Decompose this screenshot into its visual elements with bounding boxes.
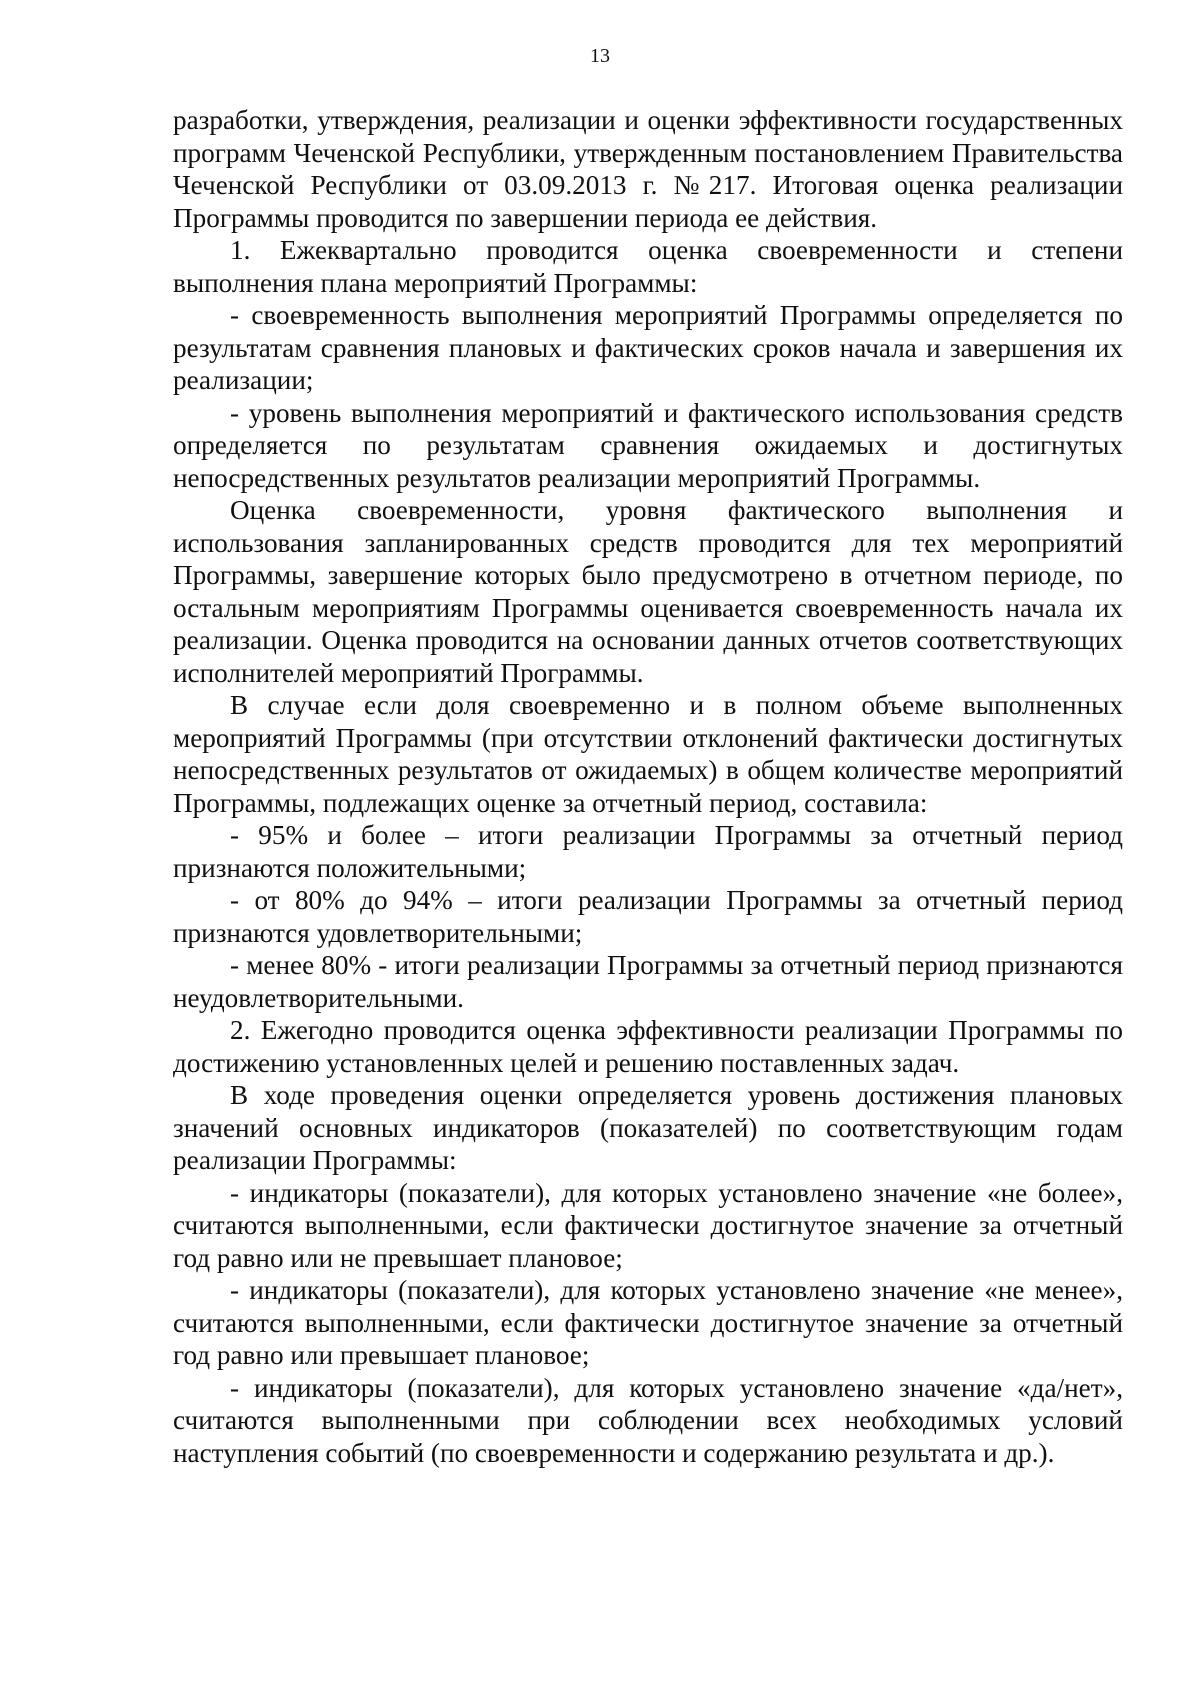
paragraph: 2. Ежегодно проводится оценка эффективности реализации Программы по достижению установленных целей и решению поставленных задач.	[173, 1015, 1123, 1078]
paragraph: - от 80% до 94% – итоги реализации Программы за отчетный период признаются удовлетворительными;	[173, 885, 1123, 948]
paragraph: - 95% и более – итоги реализации Программы за отчетный период признаются положительными;	[173, 820, 1123, 883]
document-body	[173, 104, 1123, 1469]
paragraph: В ходе проведения оценки определяется уровень достижения плановых значений основных индикаторов (показателей) по соответствующим годам реализации Программы:	[173, 1080, 1123, 1175]
paragraph: - индикаторы (показатели), для которых установлено значение «не более», считаются выполненными, если фактически достигнутое значение за отчетный год равно или не превышает плановое;	[173, 1177, 1123, 1273]
paragraph: разработки, утверждения, реализации и оценки эффективности государственных программ Чеченской Республики, утвержденным постановлением Правительства Чеченской Республики от 03.09.2013 г. №217. Итоговая оценка реализации Программы проводится по завершении периода ее действия.	[173, 105, 1123, 233]
paragraph: - уровень выполнения мероприятий и фактического использования средств определяется по результатам сравнения ожидаемых и достигнутых непосредственных результатов реализации мероприятий Программы.	[173, 397, 1123, 493]
paragraph: Оценка своевременности, уровня фактического выполнения и использования запланированных средств проводится для тех мероприятий Программы, завершение которых было предусмотрено в отчетном периоде, по остальным мероприятиям Программы оценивается своевременность начала их реализации. Оценка проводится на основании данных отчетов соответствующих исполнителей мероприятий Программы.	[173, 495, 1123, 688]
paragraph: - индикаторы (показатели), для которых установлено значение «да/нет», считаются выполненными при соблюдении всех необходимых условий наступления событий (по своевременности и содержанию результата и др.).	[173, 1372, 1123, 1468]
paragraph: - индикаторы (показатели), для которых установлено значение «не менее», считаются выполненными, если фактически достигнутое значение за отчетный год равно или превышает плановое;	[173, 1275, 1123, 1370]
page-number: 13	[590, 45, 610, 67]
paragraph: В случае если доля своевременно и в полном объеме выполненных мероприятий Программы (при отсутствии отклонений фактически достигнутых непосредственных результатов от ожидаемых) в общем количестве мероприятий Программы, подлежащих оценке за отчетный период, составила:	[173, 690, 1123, 818]
paragraph: 1. Ежеквартально проводится оценка своевременности и степени выполнения плана мероприятий Программы:	[173, 235, 1123, 298]
paragraph: - своевременность выполнения мероприятий Программы определяется по результатам сравнения плановых и фактических сроков начала и завершения их реализации;	[173, 300, 1123, 395]
paragraph: - менее 80% - итоги реализации Программы за отчетный период признаются неудовлетворительными.	[173, 950, 1123, 1013]
